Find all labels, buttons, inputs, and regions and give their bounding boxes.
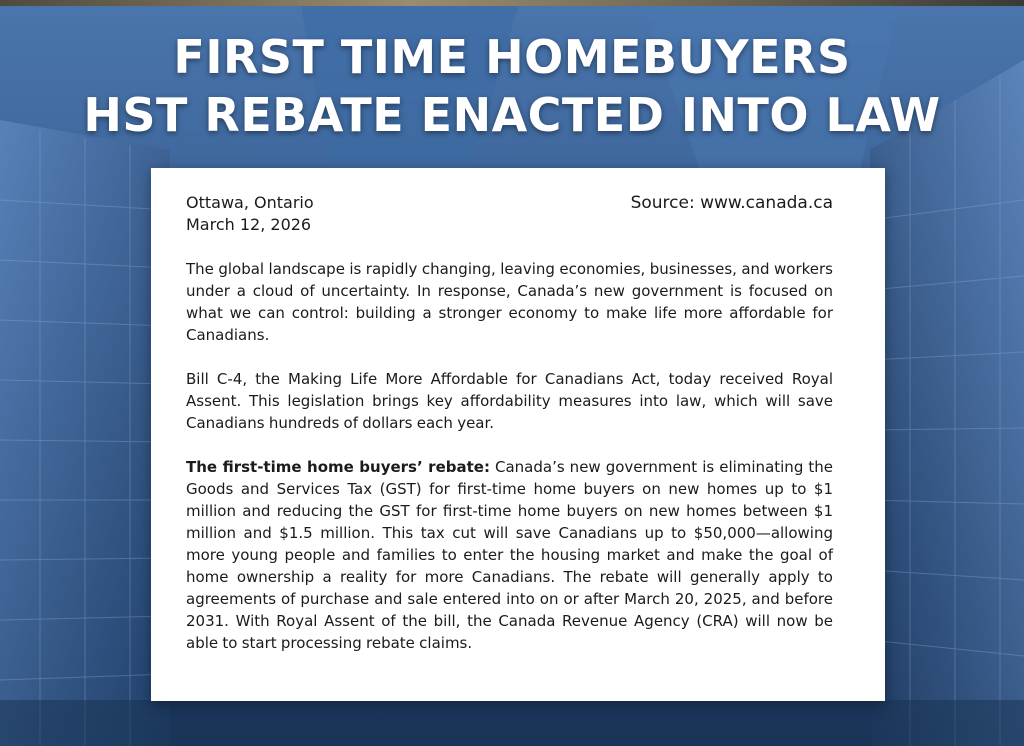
top-accent-bar bbox=[0, 0, 1024, 6]
dateline bbox=[186, 192, 833, 236]
release-location: Ottawa, Ontario bbox=[186, 193, 314, 212]
paragraph-3-lead: The first-time home buyers’ rebate: bbox=[186, 458, 490, 476]
press-release-content bbox=[186, 192, 833, 654]
release-date: March 12, 2026 bbox=[186, 215, 312, 234]
press-release-card bbox=[151, 168, 885, 701]
headline-line-2: HST REBATE ENACTED INTO LAW bbox=[83, 88, 941, 142]
headline-line-1: FIRST TIME HOMEBUYERS bbox=[173, 30, 851, 84]
paragraph-3-text: Canada’s new government is eliminating the Goods and Services Tax (GST) for first-time home buyers on new homes up to $1 million and reducing the GST for first-time home buyers on new homes between $1 million and $1.5 million. This tax cut will save Canadians up to $50,000—allowing more young people and families to enter the housing market and make the goal of home ownership a reality for more Canadians. The rebate will generally apply to agreements of purchase and sale entered into on or after March 20, 2025, and before 2031. With Royal Assent of the bill, the Canada Revenue Agency (CRA) will now be able to start processing rebate claims. bbox=[186, 458, 833, 652]
paragraph-2: Bill C-4, the Making Life More Affordable for Canadians Act, today received Royal Assent. This legislation brings key affordability measures into law, which will save Canadians hundreds of dollars each year. bbox=[186, 370, 833, 432]
paragraph-1: The global landscape is rapidly changing, leaving economies, businesses, and workers under a cloud of uncertainty. In response, Canada’s new government is focused on what we can control: building a stronger economy to make life more affordable for Canadians. bbox=[186, 260, 833, 344]
release-source: Source: www.canada.ca bbox=[630, 193, 833, 213]
paragraph-3 bbox=[186, 456, 833, 654]
headline bbox=[0, 28, 1024, 144]
